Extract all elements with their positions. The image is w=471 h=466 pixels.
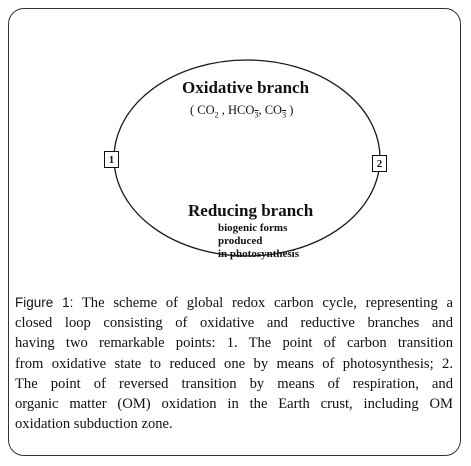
formula-sub-2: 2 [214,110,219,120]
formula-close: ) [286,103,294,117]
point-2-box: 2 [372,155,387,172]
caption-label: Figure 1: [15,295,74,310]
formula-open: ( CO [190,103,215,117]
caption-line-4: from oxidative state to reduced one by means of photosynthesis; 2. [15,355,453,372]
formula-sub-3b: 3 [282,110,287,120]
reducing-branch-title: Reducing branch [188,201,314,220]
figure-caption [15,293,453,434]
point-1-box: 1 [104,151,119,168]
caption-line-2: closed loop consisting of oxidative and reductive branches and [15,315,453,332]
formula-mid-2: , CO [258,103,283,117]
oxidative-branch-formula [190,103,293,120]
caption-line-5: The point of reversed transition by means of respiration, and [15,375,453,392]
formula-mid-1: , HCO [218,103,255,117]
reducing-branch-line-3: in photosynthesis [218,248,300,260]
caption-line-6: organic matter (OM) oxidation in the Earth crust, including OM [15,396,453,413]
reducing-branch-line-2: produced [218,235,263,247]
reducing-branch-line-1: biogenic forms [218,222,288,234]
caption-line-7: oxidation subduction zone. [15,416,173,433]
caption-line-1-text: The scheme of global redox carbon cycle, representing a [73,295,453,311]
caption-line-3: having two remarkable points: 1. The point of carbon transition [15,335,453,352]
oxidative-branch-title: Oxidative branch [182,78,310,97]
caption-line-1 [15,293,453,313]
formula-sub-3a: 3 [254,110,259,120]
redox-cycle-diagram [8,8,461,286]
